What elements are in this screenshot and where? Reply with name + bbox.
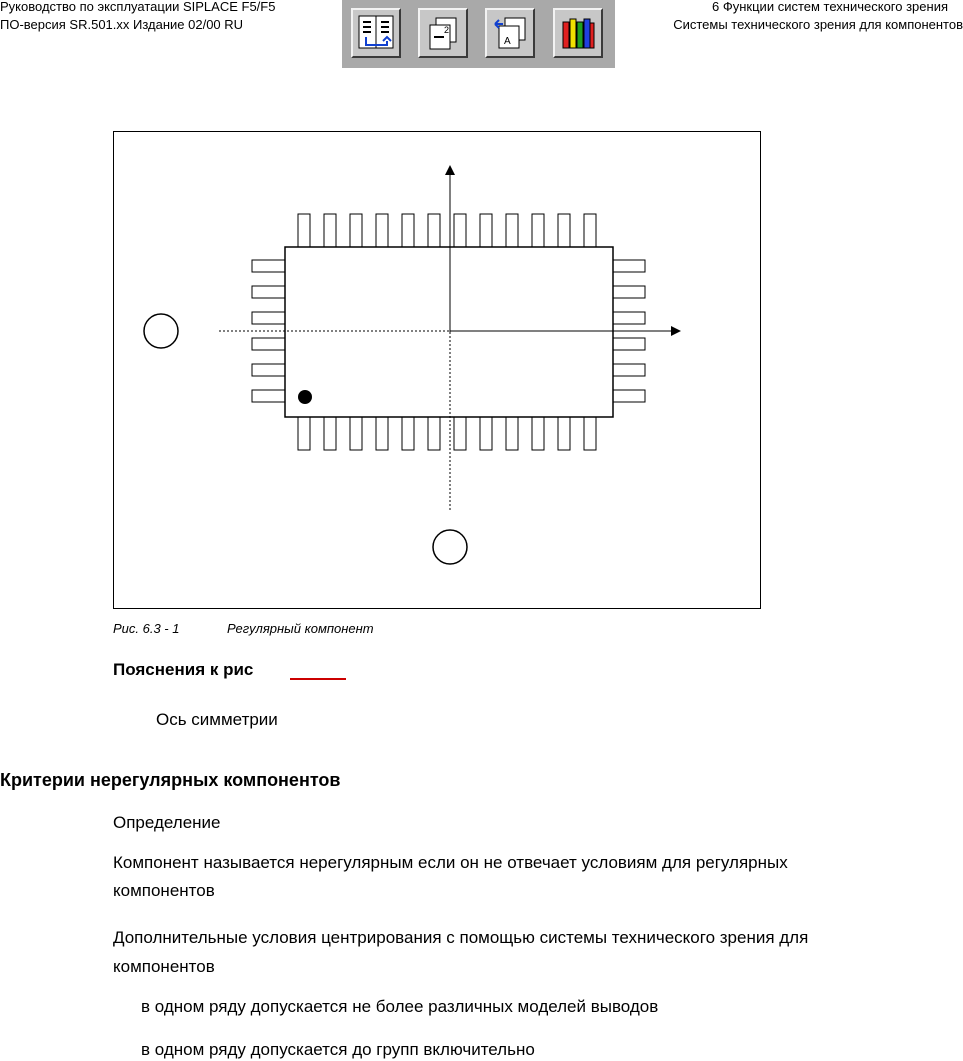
lead-bottom [376,417,388,450]
lead-bottom [298,417,310,450]
lead-right [613,312,645,324]
lead-right [613,364,645,376]
pin-one-marker [298,390,312,404]
header-manual-title: Руководство по эксплуатации SIPLACE F5/F5 [0,0,276,14]
lead-bottom [402,417,414,450]
lead-bottom [506,417,518,450]
header-version: ПО-версия SR.501.xx Издание 02/00 RU [0,17,244,32]
component-body [285,247,613,417]
lead-bottom [532,417,544,450]
lead-top [428,214,440,247]
lead-top [480,214,492,247]
lead-bottom [350,417,362,450]
lead-left [252,338,285,350]
definition-label: Определение [113,813,221,832]
section-heading: Критерии нерегулярных компонентов [0,770,341,790]
lead-left [252,260,285,272]
lead-bottom [454,417,466,450]
lead-top [454,214,466,247]
lead-bottom [324,417,336,450]
lead-bottom [558,417,570,450]
lead-top [402,214,414,247]
lead-top [558,214,570,247]
component-figure [113,131,761,609]
lead-right [613,260,645,272]
lead-top [532,214,544,247]
lead-right [613,286,645,298]
navigation-toolbar [342,0,615,68]
lead-bottom [584,417,596,450]
lead-top [506,214,518,247]
reference-circle-bottom [433,530,467,564]
condition-bullet-2: в одном ряду допускается до групп включительно [141,1040,535,1059]
conditions-line-2: компонентов [113,957,215,976]
lead-left [252,286,285,298]
lead-top [298,214,310,247]
svg-text:A: A [504,36,511,47]
regular-component-diagram [114,132,762,610]
page-button[interactable] [418,8,468,58]
svg-text:2: 2 [444,25,450,35]
contents-button[interactable] [351,8,401,58]
library-button[interactable] [553,8,603,58]
lead-left [252,312,285,324]
lead-right [613,390,645,402]
condition-bullet-1: в одном ряду допускается не более различных моделей выводов [141,997,659,1016]
conditions-line-1: Дополнительные условия центрирования с помощью системы технического зрения для [113,928,809,947]
definition-line-1: Компонент называется нерегулярным если он не отвечает условиям для регулярных [113,853,788,872]
lead-top [324,214,336,247]
library-books-icon [559,14,597,52]
figure-caption-text: Регулярный компонент [227,621,374,636]
page-icon [424,14,462,52]
explanation-item: Ось симметрии [156,710,278,729]
back-button[interactable] [485,8,535,58]
lead-right [613,338,645,350]
back-page-icon [491,14,529,52]
reference-circle-left [144,314,178,348]
lead-left [252,364,285,376]
lead-bottom [428,417,440,450]
table-of-contents-icon [357,14,395,52]
lead-bottom [480,417,492,450]
lead-top [376,214,388,247]
figure-reference-link[interactable] [290,678,346,680]
figure-caption-number: Рис. 6.3 - 1 [113,621,180,636]
lead-top [584,214,596,247]
definition-line-2: компонентов [113,881,215,900]
lead-left [252,390,285,402]
explanations-heading: Пояснения к рис [113,660,254,679]
header-section: Системы технического зрения для компонентов [673,17,963,32]
header-chapter: 6 Функции систем технического зрения [712,0,948,14]
lead-top [350,214,362,247]
